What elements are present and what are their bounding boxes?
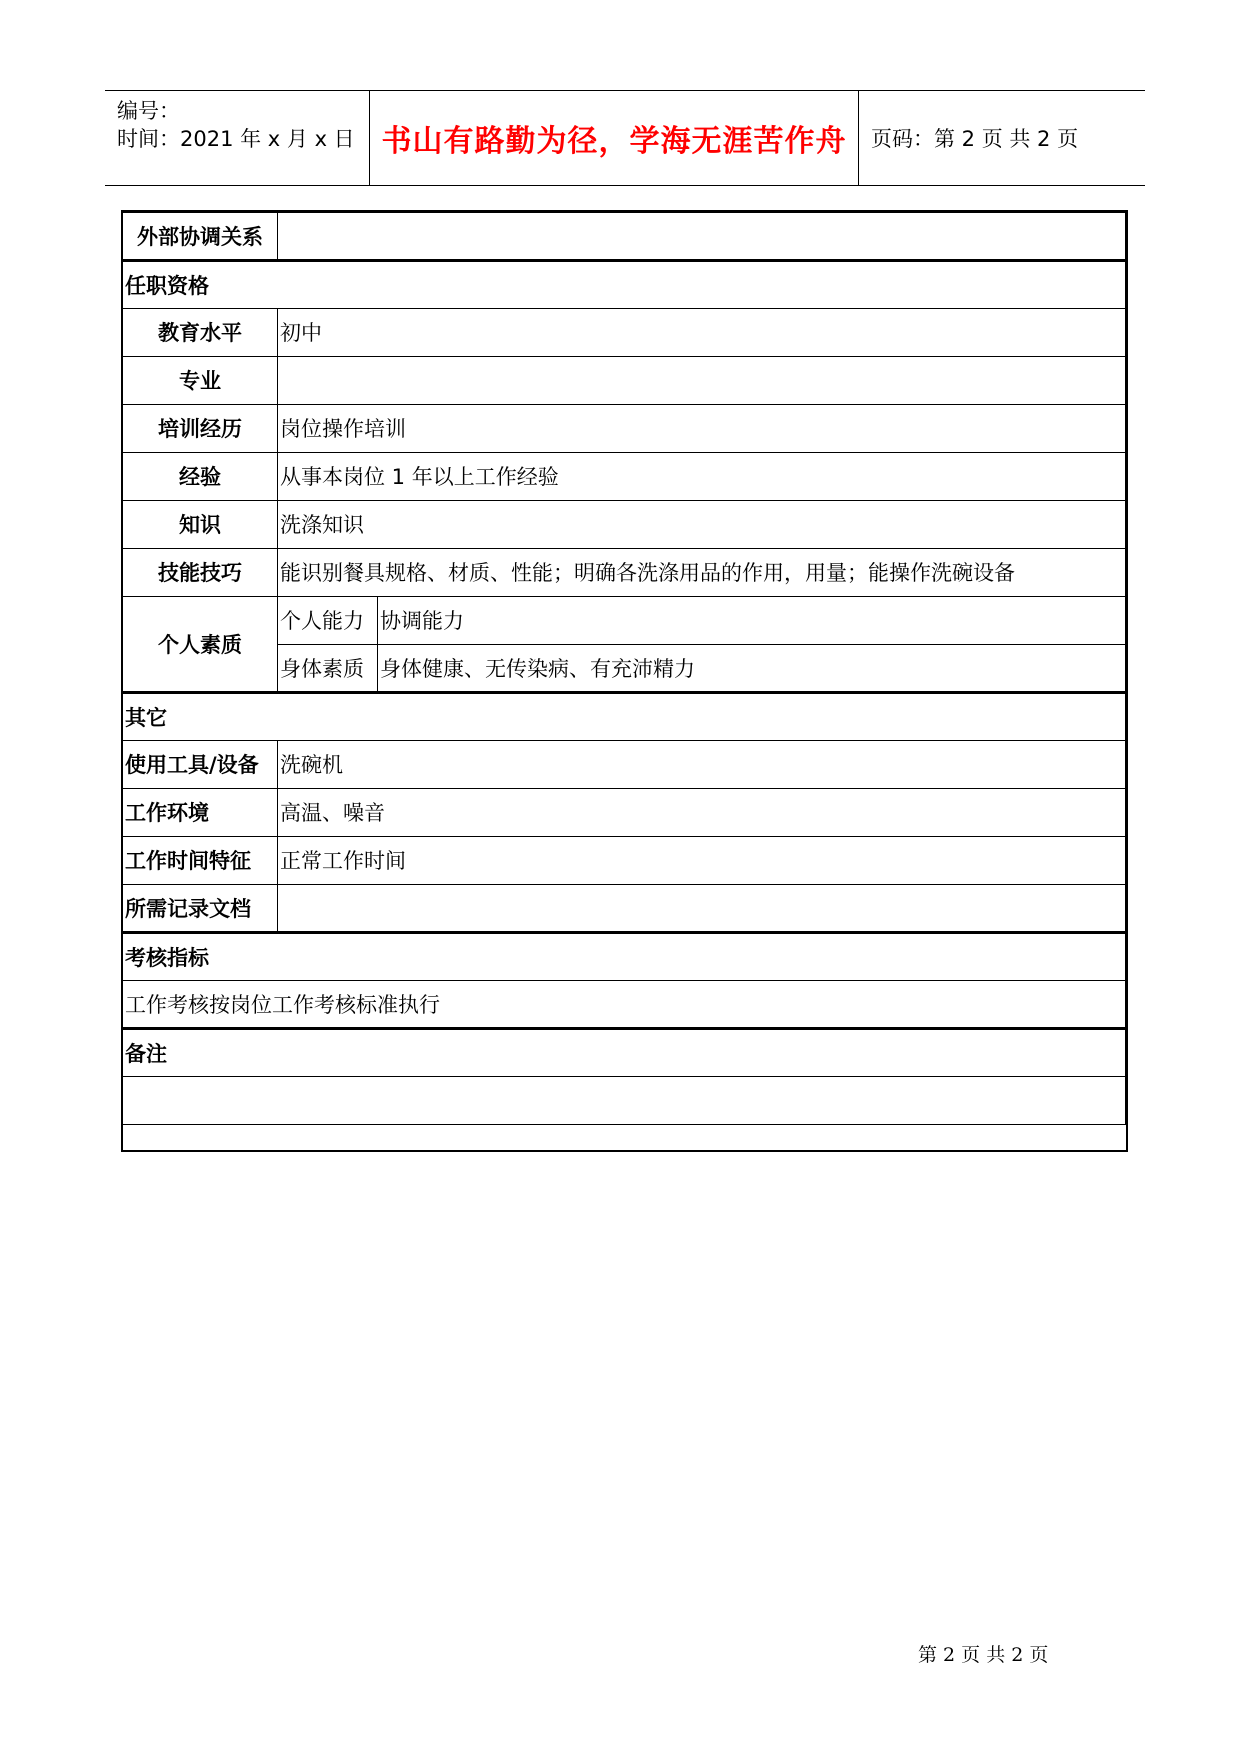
table-row	[123, 500, 1126, 548]
section-remarks-title: 备注	[123, 1028, 1126, 1076]
header-motto: 书山有路勤为径，学海无涯苦作舟	[381, 124, 847, 159]
table-row	[123, 692, 1126, 740]
major-label: 专业	[123, 356, 278, 404]
page-footer: 第 2 页 共 2 页	[918, 1644, 1049, 1666]
physical-quality-label: 身体素质	[278, 644, 378, 692]
document-number-label: 编号：	[117, 99, 180, 123]
table-row	[123, 980, 1126, 1028]
experience-label: 经验	[123, 452, 278, 500]
tools-label: 使用工具/设备	[123, 740, 278, 788]
training-value: 岗位操作培训	[278, 404, 1126, 452]
table-row	[123, 356, 1126, 404]
table-row	[123, 932, 1126, 980]
skills-label: 技能技巧	[123, 548, 278, 596]
table-row	[123, 212, 1126, 260]
physical-quality-value: 身体健康、无传染病、有充沛精力	[378, 644, 1126, 692]
table-row	[123, 740, 1126, 788]
knowledge-value: 洗涤知识	[278, 500, 1126, 548]
environment-label: 工作环境	[123, 788, 278, 836]
work-time-value: 正常工作时间	[278, 836, 1126, 884]
personal-ability-value: 协调能力	[378, 596, 1126, 644]
header-motto-cell	[370, 91, 859, 185]
external-coordination-value	[278, 212, 1126, 260]
training-label: 培训经历	[123, 404, 278, 452]
section-assessment-title: 考核指标	[123, 932, 1126, 980]
work-time-label: 工作时间特征	[123, 836, 278, 884]
remarks-value	[123, 1076, 1126, 1124]
page-header	[105, 90, 1145, 186]
document-time-label: 时间：2021 年 x 月 x 日	[117, 127, 355, 151]
section-qualifications-title: 任职资格	[123, 260, 1126, 308]
education-value: 初中	[278, 308, 1126, 356]
header-page-info: 页码：第 2 页 共 2 页	[871, 127, 1079, 151]
table-row	[123, 1028, 1126, 1076]
personal-quality-label: 个人素质	[123, 596, 278, 692]
education-label: 教育水平	[123, 308, 278, 356]
major-value	[278, 356, 1126, 404]
external-coordination-label: 外部协调关系	[123, 212, 278, 260]
table-row	[123, 836, 1126, 884]
records-value	[278, 884, 1126, 932]
tools-value: 洗碗机	[278, 740, 1126, 788]
table-row	[123, 308, 1126, 356]
experience-value: 从事本岗位 1 年以上工作经验	[278, 452, 1126, 500]
table-row	[123, 260, 1126, 308]
table-row	[123, 788, 1126, 836]
personal-ability-label: 个人能力	[278, 596, 378, 644]
table-row	[123, 548, 1126, 596]
assessment-value: 工作考核按岗位工作考核标准执行	[123, 980, 1126, 1028]
table-row	[123, 1076, 1126, 1124]
table-row	[123, 404, 1126, 452]
section-other-title: 其它	[123, 692, 1126, 740]
records-label: 所需记录文档	[123, 884, 278, 932]
table-row	[123, 452, 1126, 500]
job-description-table	[122, 211, 1126, 1125]
header-meta	[105, 91, 370, 185]
header-page-cell	[859, 91, 1145, 185]
knowledge-label: 知识	[123, 500, 278, 548]
table-row	[123, 884, 1126, 932]
environment-value: 高温、噪音	[278, 788, 1126, 836]
table-row	[123, 596, 1126, 644]
skills-value: 能识别餐具规格、材质、性能；明确各洗涤用品的作用，用量；能操作洗碗设备	[278, 548, 1126, 596]
